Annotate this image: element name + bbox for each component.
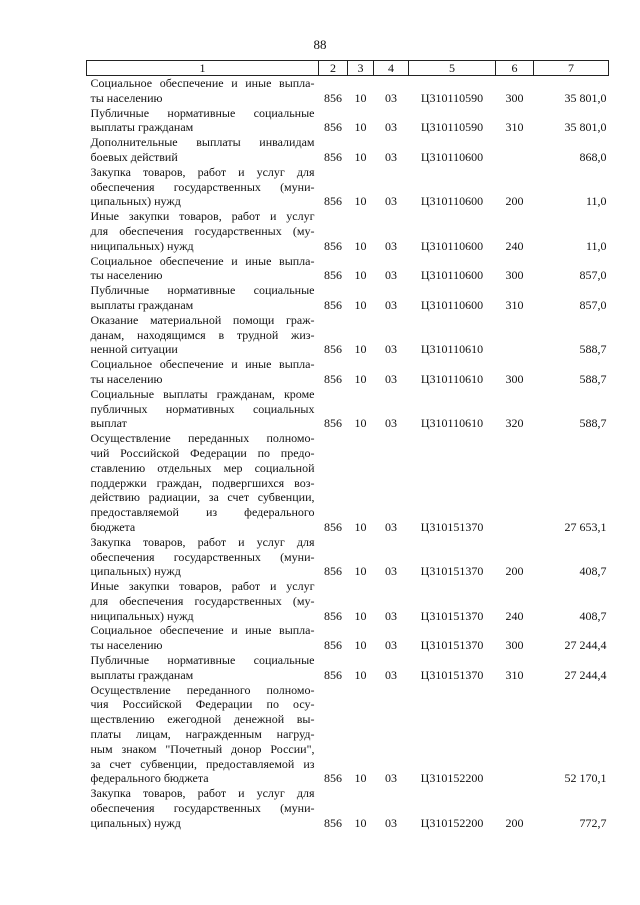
row-section-code: 10 (354, 815, 367, 830)
row-subsection-code: 03 (385, 268, 397, 283)
row-section-code: 10 (354, 120, 367, 135)
row-subsection-code: 03 (385, 297, 397, 312)
row-amount: 857,0 (579, 297, 607, 312)
table-row (87, 683, 609, 787)
table-row (87, 431, 609, 535)
row-expense-type-code: 240 (505, 608, 524, 623)
row-amount: 27 244,4 (564, 667, 607, 682)
row-target-article-code: Ц310152200 (420, 771, 484, 786)
row-subsection-code: 03 (385, 194, 397, 209)
column-header-2: 2 (319, 61, 348, 76)
row-name-line: платы лицам, награжденным нагруд- (90, 727, 315, 742)
row-name (87, 786, 319, 830)
row-section-code: 10 (354, 238, 367, 253)
row-name-line: боевых действий (90, 149, 178, 164)
row-target-article-code: Ц310110600 (420, 297, 484, 312)
row-amount: 35 801,0 (564, 90, 607, 105)
table-row (87, 76, 609, 106)
table-row (87, 786, 609, 830)
row-target-article-code: Ц310151370 (420, 638, 484, 653)
row-section-code: 10 (354, 608, 367, 623)
row-name-line: ниципальных) нужд (90, 608, 194, 623)
table-row (87, 106, 609, 136)
row-name-line: ненной ситуации (90, 342, 178, 357)
row-name-line: выплаты гражданам (90, 667, 194, 682)
row-section-code: 10 (354, 771, 367, 786)
row-name-line: Социальные выплаты гражданам, кроме (90, 386, 315, 401)
row-name-line: ным знаком "Почетный донор России", (90, 741, 315, 756)
row-name (87, 254, 319, 284)
row-expense-type-code (496, 431, 534, 535)
table-row (87, 623, 609, 653)
row-section-code: 10 (354, 268, 367, 283)
row-grbs-code: 856 (324, 519, 342, 534)
row-name-line: обеспечения государственных (муни- (90, 549, 315, 564)
row-name-line: публичных нормативных социальных (90, 401, 315, 416)
row-grbs-code: 856 (324, 638, 342, 653)
row-name (87, 357, 319, 387)
row-target-article-code: Ц310151370 (420, 608, 484, 623)
row-grbs-code: 856 (324, 268, 342, 283)
row-amount: 772,7 (579, 815, 607, 830)
row-amount: 857,0 (579, 268, 607, 283)
row-name-line: выплат (90, 416, 127, 431)
row-subsection-code: 03 (385, 564, 397, 579)
row-name-line: Публичные нормативные социальные (90, 653, 315, 668)
row-name-line: Дополнительные выплаты инвалидам (90, 135, 315, 150)
row-grbs-code: 856 (324, 120, 342, 135)
row-amount: 408,7 (579, 608, 607, 623)
row-amount: 408,7 (579, 564, 607, 579)
row-section-code: 10 (354, 564, 367, 579)
row-name (87, 653, 319, 683)
row-grbs-code: 856 (324, 194, 342, 209)
row-name-line: чий Российской Федерации по предо- (90, 445, 315, 460)
row-subsection-code: 03 (385, 519, 397, 534)
row-grbs-code: 856 (324, 416, 342, 431)
row-name (87, 683, 319, 787)
row-target-article-code: Ц310110590 (420, 90, 484, 105)
row-name-line: Публичные нормативные социальные (90, 283, 315, 298)
row-expense-type-code: 300 (505, 268, 524, 283)
column-header-3: 3 (348, 61, 374, 76)
row-name-line: Социальное обеспечение и иные выпла- (90, 76, 315, 90)
row-name (87, 76, 319, 106)
row-name (87, 535, 319, 579)
row-name-line: Оказание материальной помощи граж- (90, 312, 315, 327)
row-subsection-code: 03 (385, 771, 397, 786)
row-amount: 11,0 (585, 238, 607, 253)
row-name-line: предоставляемой из федерального (90, 505, 315, 520)
row-grbs-code: 856 (324, 342, 342, 357)
table-row (87, 283, 609, 313)
row-subsection-code: 03 (385, 238, 397, 253)
row-name (87, 313, 319, 357)
row-amount: 52 170,1 (564, 771, 607, 786)
table-row (87, 165, 609, 209)
row-amount: 588,7 (579, 416, 607, 431)
table-row (87, 653, 609, 683)
row-name (87, 431, 319, 535)
table-row (87, 387, 609, 431)
row-name-line: федерального бюджета (90, 771, 209, 786)
row-amount: 11,0 (585, 194, 607, 209)
row-target-article-code: Ц310152200 (420, 815, 484, 830)
row-expense-type-code (496, 135, 534, 165)
row-name-line: для обеспечения государственных (му- (90, 223, 315, 238)
row-name-line: Социальное обеспечение и иные выпла- (90, 253, 315, 268)
row-name-line: Осуществление переданных полномо- (90, 431, 315, 446)
page-number: 88 (313, 37, 327, 52)
row-section-code: 10 (354, 90, 367, 105)
row-name (87, 579, 319, 623)
row-name-line: за счет субвенции, предоставляемой из (90, 756, 315, 771)
row-section-code: 10 (354, 342, 367, 357)
table-row (87, 254, 609, 284)
table-header-row (87, 61, 609, 76)
row-name-line: ципальных) нужд (90, 194, 181, 209)
row-expense-type-code (496, 313, 534, 357)
row-grbs-code: 856 (324, 667, 342, 682)
table-row (87, 357, 609, 387)
row-subsection-code: 03 (385, 638, 397, 653)
table-body (87, 76, 609, 831)
row-subsection-code: 03 (385, 416, 397, 431)
row-amount: 27 244,4 (564, 638, 607, 653)
row-subsection-code: 03 (385, 342, 397, 357)
row-name-line: чия Российской Федерации по осу- (90, 697, 315, 712)
budget-table (86, 60, 609, 831)
row-name (87, 209, 319, 253)
row-grbs-code: 856 (324, 771, 342, 786)
row-target-article-code: Ц310151370 (420, 519, 484, 534)
row-name-line: ниципальных) нужд (90, 238, 194, 253)
column-header-6: 6 (496, 61, 534, 76)
row-name-line: Социальное обеспечение и иные выпла- (90, 357, 315, 372)
row-name-line: Социальное обеспечение и иные выпла- (90, 623, 315, 638)
row-name-line: действию радиации, за счет субвенции, (90, 490, 315, 505)
row-target-article-code: Ц310110600 (420, 238, 484, 253)
row-target-article-code: Ц310110610 (420, 416, 484, 431)
row-grbs-code: 856 (324, 90, 342, 105)
row-name (87, 135, 319, 165)
row-target-article-code: Ц310110600 (420, 268, 484, 283)
row-name-line: Иные закупки товаров, работ и услуг (90, 579, 315, 594)
row-name (87, 623, 319, 653)
row-expense-type-code: 200 (505, 815, 524, 830)
row-name-line: Закупка товаров, работ и услуг для (90, 534, 315, 549)
row-section-code: 10 (354, 416, 367, 431)
row-expense-type-code: 300 (505, 371, 524, 386)
column-header-1: 1 (87, 61, 319, 76)
row-section-code: 10 (354, 194, 367, 209)
row-amount: 27 653,1 (564, 519, 607, 534)
row-name-line: ставлению отдельных мер социальной (90, 460, 315, 475)
row-name-line: Закупка товаров, работ и услуг для (90, 786, 315, 801)
table-row (87, 579, 609, 623)
row-name-line: Закупка товаров, работ и услуг для (90, 164, 315, 179)
row-target-article-code: Ц310151370 (420, 667, 484, 682)
row-subsection-code: 03 (385, 90, 397, 105)
row-section-code: 10 (354, 519, 367, 534)
row-subsection-code: 03 (385, 667, 397, 682)
row-name (87, 165, 319, 209)
row-expense-type-code: 200 (505, 564, 524, 579)
table-row (87, 209, 609, 253)
row-subsection-code: 03 (385, 120, 397, 135)
row-name (87, 106, 319, 136)
row-target-article-code: Ц310110610 (420, 371, 484, 386)
row-target-article-code: Ц310110600 (420, 149, 484, 164)
row-expense-type-code: 200 (505, 194, 524, 209)
row-section-code: 10 (354, 297, 367, 312)
row-subsection-code: 03 (385, 608, 397, 623)
row-amount: 35 801,0 (564, 120, 607, 135)
row-target-article-code: Ц310110610 (420, 342, 484, 357)
row-target-article-code: Ц310151370 (420, 564, 484, 579)
row-name-line: ты населению (90, 268, 163, 283)
row-section-code: 10 (354, 371, 367, 386)
row-name-line: выплаты гражданам (90, 297, 194, 312)
column-header-4: 4 (374, 61, 409, 76)
row-expense-type-code: 300 (505, 638, 524, 653)
row-target-article-code: Ц310110600 (420, 194, 484, 209)
row-section-code: 10 (354, 667, 367, 682)
row-amount: 588,7 (579, 342, 607, 357)
row-name-line: для обеспечения государственных (му- (90, 593, 315, 608)
row-name-line: ты населению (90, 638, 163, 653)
row-subsection-code: 03 (385, 371, 397, 386)
row-expense-type-code: 310 (505, 297, 524, 312)
row-grbs-code: 856 (324, 371, 342, 386)
row-name-line: ты населению (90, 371, 163, 386)
row-expense-type-code: 310 (505, 120, 524, 135)
row-target-article-code: Ц310110590 (420, 120, 484, 135)
row-name-line: ципальных) нужд (90, 564, 181, 579)
row-amount: 868,0 (579, 149, 607, 164)
row-name-line: обеспечения государственных (муни- (90, 179, 315, 194)
row-grbs-code: 856 (324, 564, 342, 579)
row-name-line: ществлению ежегодной денежной вы- (90, 712, 315, 727)
row-name-line: данам, находящимся в трудной жиз- (90, 327, 315, 342)
row-amount: 588,7 (579, 371, 607, 386)
row-name-line: ты населению (90, 90, 163, 105)
row-subsection-code: 03 (385, 815, 397, 830)
row-name-line: Осуществление переданного полномо- (90, 682, 315, 697)
row-expense-type-code: 240 (505, 238, 524, 253)
row-name-line: бюджета (90, 519, 136, 534)
row-grbs-code: 856 (324, 608, 342, 623)
row-grbs-code: 856 (324, 297, 342, 312)
row-name-line: поддержки граждан, подвергшихся воз- (90, 475, 315, 490)
table-row (87, 313, 609, 357)
row-name-line: Иные закупки товаров, работ и услуг (90, 209, 315, 224)
row-name-line: выплаты гражданам (90, 120, 194, 135)
table-row (87, 535, 609, 579)
row-name (87, 283, 319, 313)
column-header-7: 7 (534, 61, 609, 76)
row-name-line: ципальных) нужд (90, 815, 181, 830)
row-expense-type-code: 320 (505, 416, 524, 431)
row-name-line: обеспечения государственных (муни- (90, 801, 315, 816)
table-row (87, 135, 609, 165)
row-grbs-code: 856 (324, 149, 342, 164)
row-grbs-code: 856 (324, 238, 342, 253)
row-section-code: 10 (354, 638, 367, 653)
row-expense-type-code: 310 (505, 667, 524, 682)
row-subsection-code: 03 (385, 149, 397, 164)
row-section-code: 10 (354, 149, 367, 164)
row-name-line: Публичные нормативные социальные (90, 105, 315, 120)
row-name (87, 387, 319, 431)
column-header-5: 5 (409, 61, 496, 76)
row-expense-type-code (496, 683, 534, 787)
row-expense-type-code: 300 (505, 90, 524, 105)
row-grbs-code: 856 (324, 815, 342, 830)
